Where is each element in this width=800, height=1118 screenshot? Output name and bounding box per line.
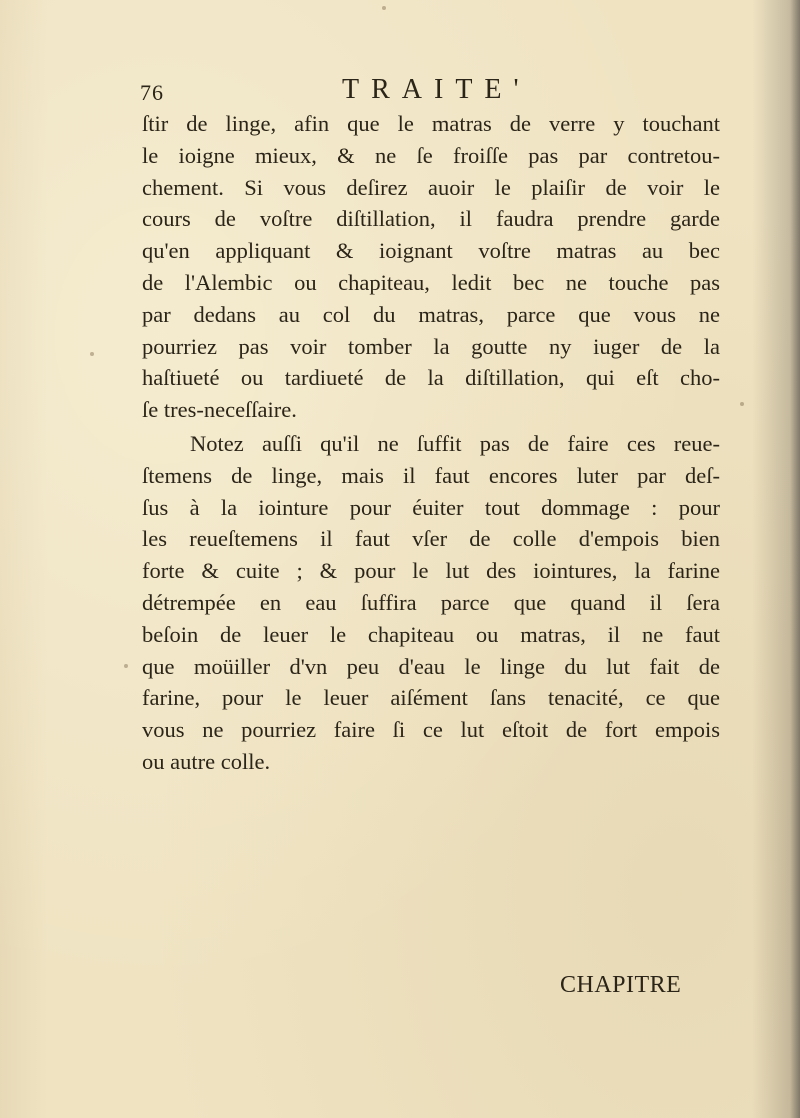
text-line: les reueſtemens il faut vſer de colle d'empois bien [142, 526, 720, 552]
catchword: CHAPITRE [560, 972, 682, 998]
text-line: pourriez pas voir tomber la goutte ny iuger de la [142, 333, 720, 359]
paper-speck [740, 402, 744, 406]
paper-speck [382, 6, 386, 10]
text-line: haſtiueté ou tardiueté de la diſtillation, qui eſt cho- [142, 365, 720, 391]
text-line: cours de voſtre diſtillation, il faudra prendre garde [142, 206, 720, 232]
text-line: détrempée en eau ſuffira parce que quand il ſera [142, 589, 720, 615]
paragraph [142, 428, 720, 778]
text-line: par dedans au col du matras, parce que vous ne [142, 301, 720, 327]
text-line: ſtir de linge, afin que le matras de verre y touchant [142, 111, 720, 136]
text-line: ou autre colle. [142, 748, 271, 774]
running-title: TRAITE' [342, 74, 531, 105]
text-line: forte & cuite ; & pour le lut des iointures, la farine [142, 558, 720, 584]
body-text [142, 108, 720, 778]
page-number: 76 [140, 80, 164, 105]
text-line: qu'en appliquant & ioignant voſtre matras au bec [142, 238, 720, 264]
text-line: vous ne pourriez faire ſi ce lut eſtoit de fort empois [142, 717, 720, 743]
text-line: ſtemens de linge, mais il faut encores luter par deſ- [142, 462, 720, 488]
page-edge-shadow [790, 0, 800, 1118]
text-line: que moüiller d'vn peu d'eau le linge du lut fait de [142, 653, 720, 679]
text-line: de l'Alembic ou chapiteau, ledit bec ne touche pas [142, 269, 720, 295]
text-line: chement. Si vous deſirez auoir le plaiſir de voir le [142, 174, 720, 200]
text-line: ſe tres-neceſſaire. [142, 397, 297, 423]
text-line: beſoin de leuer le chapiteau ou matras, il ne faut [142, 621, 720, 647]
paper-speck [90, 352, 94, 356]
text-line: ſus à la iointure pour éuiter tout dommage : pour [142, 494, 720, 520]
text-line: farine, pour le leuer aiſément ſans tenacité, ce que [142, 685, 720, 711]
text-line: Notez auſſi qu'il ne ſuffit pas de faire ces reue- [190, 430, 720, 456]
paper-speck [124, 664, 128, 668]
text-line: le ioigne mieux, & ne ſe froiſſe pas par contretou- [142, 142, 720, 168]
paragraph [142, 108, 720, 426]
